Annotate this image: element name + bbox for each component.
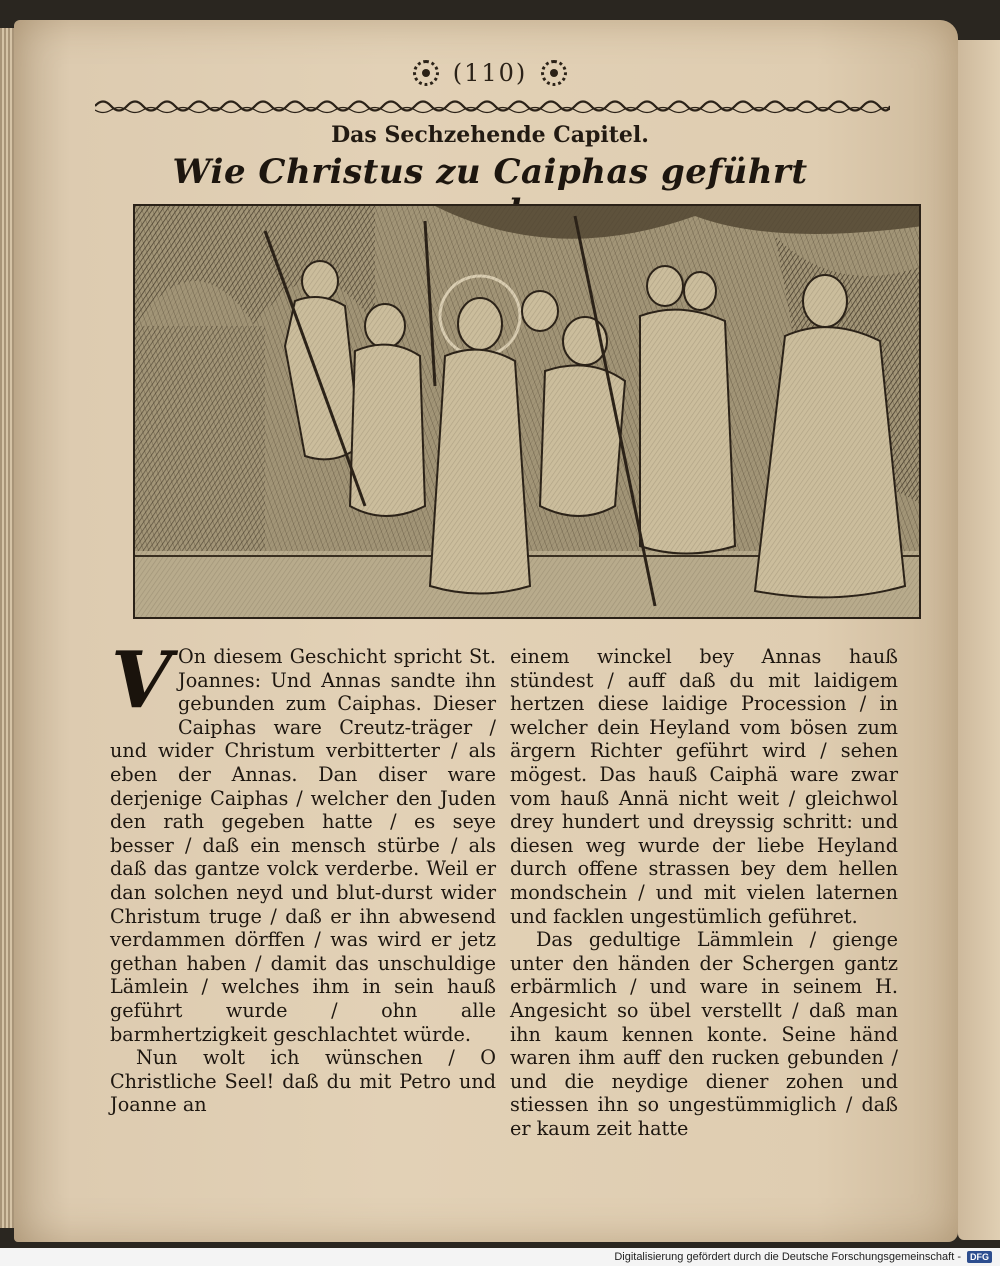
paragraph: einem winckel bey Annas hauß stündest / auff daß du mit laidigem hertzen diese laidige Procession / in welcher dein Heyland vom bösen zum ärgern Richter geführt wird / sehen mögest. Das hauß Caiphä ware zwar vom hauß Annä nicht weit / gleichwol drey hundert und dreyssig schritt: und diesen weg wurde der liebe Heyland durch offene strassen bey dem hellen mondschein / und mit vielen laternen und facklen ungestümlich geführet.: [510, 645, 898, 928]
drop-capital: V: [111, 635, 172, 726]
rosette-icon: [541, 60, 567, 86]
text-column-right: [510, 645, 898, 1140]
chapter-heading: Das Sechzehende Capitel.: [331, 122, 649, 148]
engraving-svg: [135, 206, 921, 619]
dfg-logo-icon: DFG: [967, 1251, 992, 1263]
digitization-footer: [0, 1248, 1000, 1266]
paragraph: Nun wolt ich wünschen / O Christliche Seel! daß du mit Petro und Joanne an: [110, 1046, 496, 1117]
engraving-illustration: [133, 204, 921, 619]
page-stack-edge: [0, 28, 14, 1228]
page-header: [395, 55, 585, 91]
text-column-left: [110, 635, 496, 1117]
rosette-icon: [413, 60, 439, 86]
paragraph: Das gedultige Lämmlein / gienge unter den händen der Schergen gantz erbärmlich / und ware in seinem H. Angesicht so übel verstellt / daß man ihn kaum kennen konte. Seine händ waren ihm auff den rucken gebunden / und die neydige diener zohen und stiessen ihn so ungestümmiglich / daß er kaum zeit hatte: [510, 928, 898, 1140]
page-number: (110): [452, 59, 528, 87]
ornamental-border: [95, 97, 890, 115]
footer-credit: Digitalisierung gefördert durch die Deutsche Forschungsgemeinschaft -: [614, 1251, 961, 1263]
paragraph: On diesem Geschicht spricht St. Joannes: Und Annas sandte ihn gebunden zum Caiphas. Dieser Caiphas ware Creutz-träger / und wider Christum verbitterter / als eben der Annas. Dan diser ware derjenige Caiphas / welcher den Juden den rath gegeben hatte / es seye besser / daß ein mensch stürbe / als daß das gantze volck verderbe. Weil er dan solchen neyd und blut-durst wider Christum truge / daß er ihn abwesend verdammen dörffen / was wird er jetz gethan haben / damit das unschuldige Lämlein / welches ihm in sein hauß geführt wurde / ohn alle barmhertzigkeit geschlachtet würde.: [110, 645, 496, 1046]
facing-page-edge: [958, 40, 1000, 1240]
chapter-title: Wie Christus zu Caiphas geführt: [172, 152, 808, 192]
